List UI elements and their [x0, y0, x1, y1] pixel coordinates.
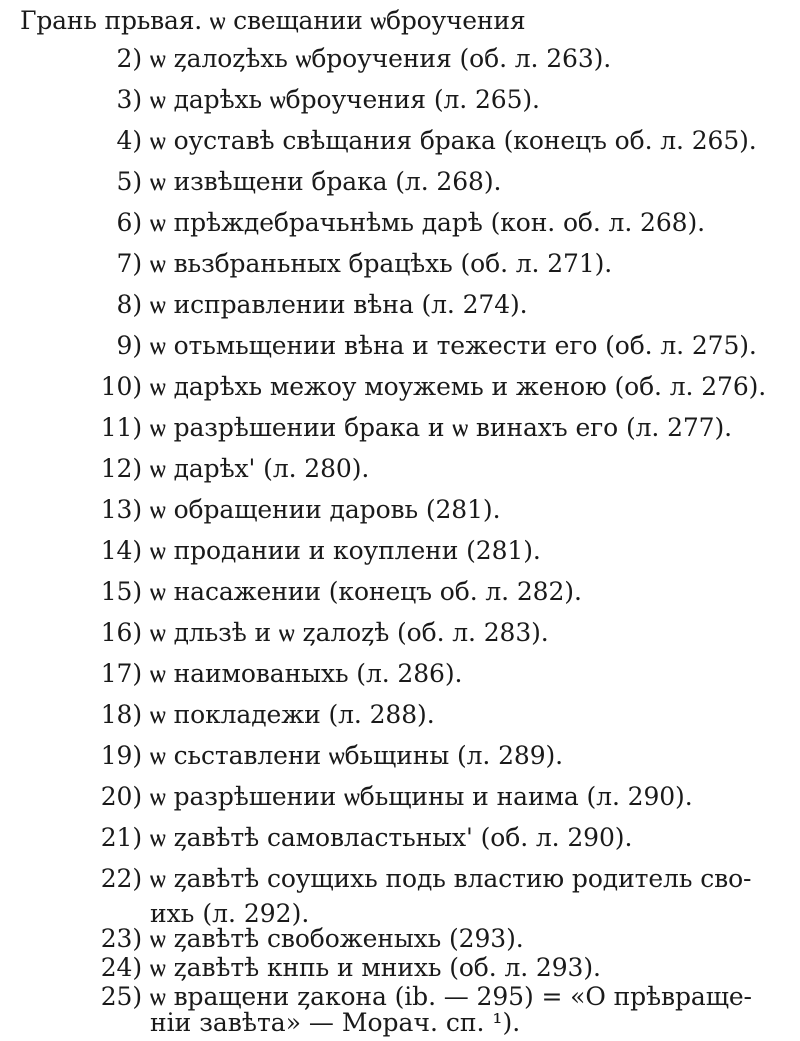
- list-item: [90, 126, 757, 156]
- list-item: [90, 290, 528, 320]
- list-item: [90, 495, 500, 525]
- item-text: ѡ прѣждебрачьнѣмь дарѣ (кон. об. л. 268).: [150, 208, 705, 237]
- item-text: ѡ извѣщени брака (л. 268).: [150, 167, 502, 196]
- item-number: 3): [116, 85, 142, 114]
- item-text: ѡ оуставѣ свѣщания брака (конецъ об. л. 265).: [150, 126, 757, 155]
- item-text: ѡ разрѣшении брака и ѡ винахъ его (л. 277).: [150, 413, 732, 442]
- list-item: [90, 782, 693, 812]
- item-text: ѡ насажении (конецъ об. л. 282).: [150, 577, 582, 606]
- list-item: [90, 454, 369, 484]
- item-number: 10): [100, 372, 142, 401]
- item-number: 16): [100, 618, 142, 647]
- item-number: 24): [100, 953, 142, 982]
- item-text: ѡ вращени ȥакона (ib. — 295) = «О прѣвраще-: [150, 982, 752, 1011]
- item-number: 15): [100, 577, 142, 606]
- list-item: [90, 700, 435, 730]
- item-text: ѡ вьзбраньных брацѣхь (об. л. 271).: [150, 249, 613, 278]
- list-item: [90, 659, 462, 689]
- list-item: [90, 924, 524, 954]
- item-text: ѡ ȥавѣтѣ свобоженыхь (293).: [150, 924, 524, 953]
- item-number: 21): [100, 823, 142, 852]
- item-text: ѡ обращении даровь (281).: [150, 495, 501, 524]
- item-number: 4): [116, 126, 142, 155]
- item-text: ѡ исправлении вѣна (л. 274).: [150, 290, 528, 319]
- list-item: [90, 331, 757, 361]
- list-item: [90, 208, 705, 238]
- item-number: 20): [100, 782, 142, 811]
- item-text: ѡ отьмьщении вѣна и тежести его (об. л. 275).: [150, 331, 757, 360]
- item-text: ѡ ȥавѣтѣ соущихь подь властию родитель сво-: [150, 864, 752, 893]
- list-item: [90, 741, 563, 771]
- item-text: ѡ дарѣх' (л. 280).: [150, 454, 370, 483]
- item-number: 2): [116, 44, 142, 73]
- item-text: ѡ покладежи (л. 288).: [150, 700, 435, 729]
- list-item: [90, 167, 501, 197]
- item-number: 9): [116, 331, 142, 360]
- list-item: [90, 372, 766, 402]
- list-item: [90, 536, 541, 566]
- item-number: 17): [100, 659, 142, 688]
- list-item: [90, 577, 582, 607]
- item-number: 14): [100, 536, 142, 565]
- list-item: [90, 864, 751, 894]
- item-text: ѡ ȥавѣтѣ кнпь и мнихь (об. л. 293).: [150, 953, 601, 982]
- item-text: ѡ разрѣшении ѡбьщины и наима (л. 290).: [150, 782, 693, 811]
- item-text: ѡ наимованыхь (л. 286).: [150, 659, 463, 688]
- list-item-continuation: ихь (л. 292).: [150, 899, 310, 928]
- item-text: ѡ ȥавѣтѣ самовластьных' (об. л. 290).: [150, 823, 633, 852]
- list-item: [90, 823, 632, 853]
- item-number: 23): [100, 924, 142, 953]
- item-number: 22): [100, 864, 142, 893]
- item-text: ѡ дарѣхь ѡброучения (л. 265).: [150, 85, 540, 114]
- item-number: 25): [100, 982, 142, 1011]
- item-number: 18): [100, 700, 142, 729]
- list-item: [90, 249, 612, 279]
- item-text: ѡ сьставлени ѡбьщины (л. 289).: [150, 741, 564, 770]
- list-item: [90, 618, 549, 648]
- item-number: 8): [116, 290, 142, 319]
- item-text: ѡ ȥалоȥѣхь ѡброучения (об. л. 263).: [150, 44, 612, 73]
- item-number: 13): [100, 495, 142, 524]
- item-text: ѡ дарѣхь межоу моужемь и женою (об. л. 276).: [150, 372, 767, 401]
- list-item: [90, 44, 611, 74]
- item-text: ѡ продании и коуплени (281).: [150, 536, 541, 565]
- item-number: 7): [116, 249, 142, 278]
- item-number: 11): [100, 413, 142, 442]
- list-item: [90, 953, 601, 983]
- item-number: 5): [116, 167, 142, 196]
- item-number: 12): [100, 454, 142, 483]
- list-item: [90, 85, 540, 115]
- item-number: 19): [100, 741, 142, 770]
- section-heading: Грань прьвая. ѡ свещании ѡброучения: [20, 6, 526, 35]
- item-number: 6): [116, 208, 142, 237]
- list-item-continuation: нiи завѣта» — Морач. сп. ¹).: [150, 1008, 521, 1037]
- list-item: [90, 413, 732, 443]
- item-text: ѡ дльзѣ и ѡ ȥалоȥѣ (об. л. 283).: [150, 618, 549, 647]
